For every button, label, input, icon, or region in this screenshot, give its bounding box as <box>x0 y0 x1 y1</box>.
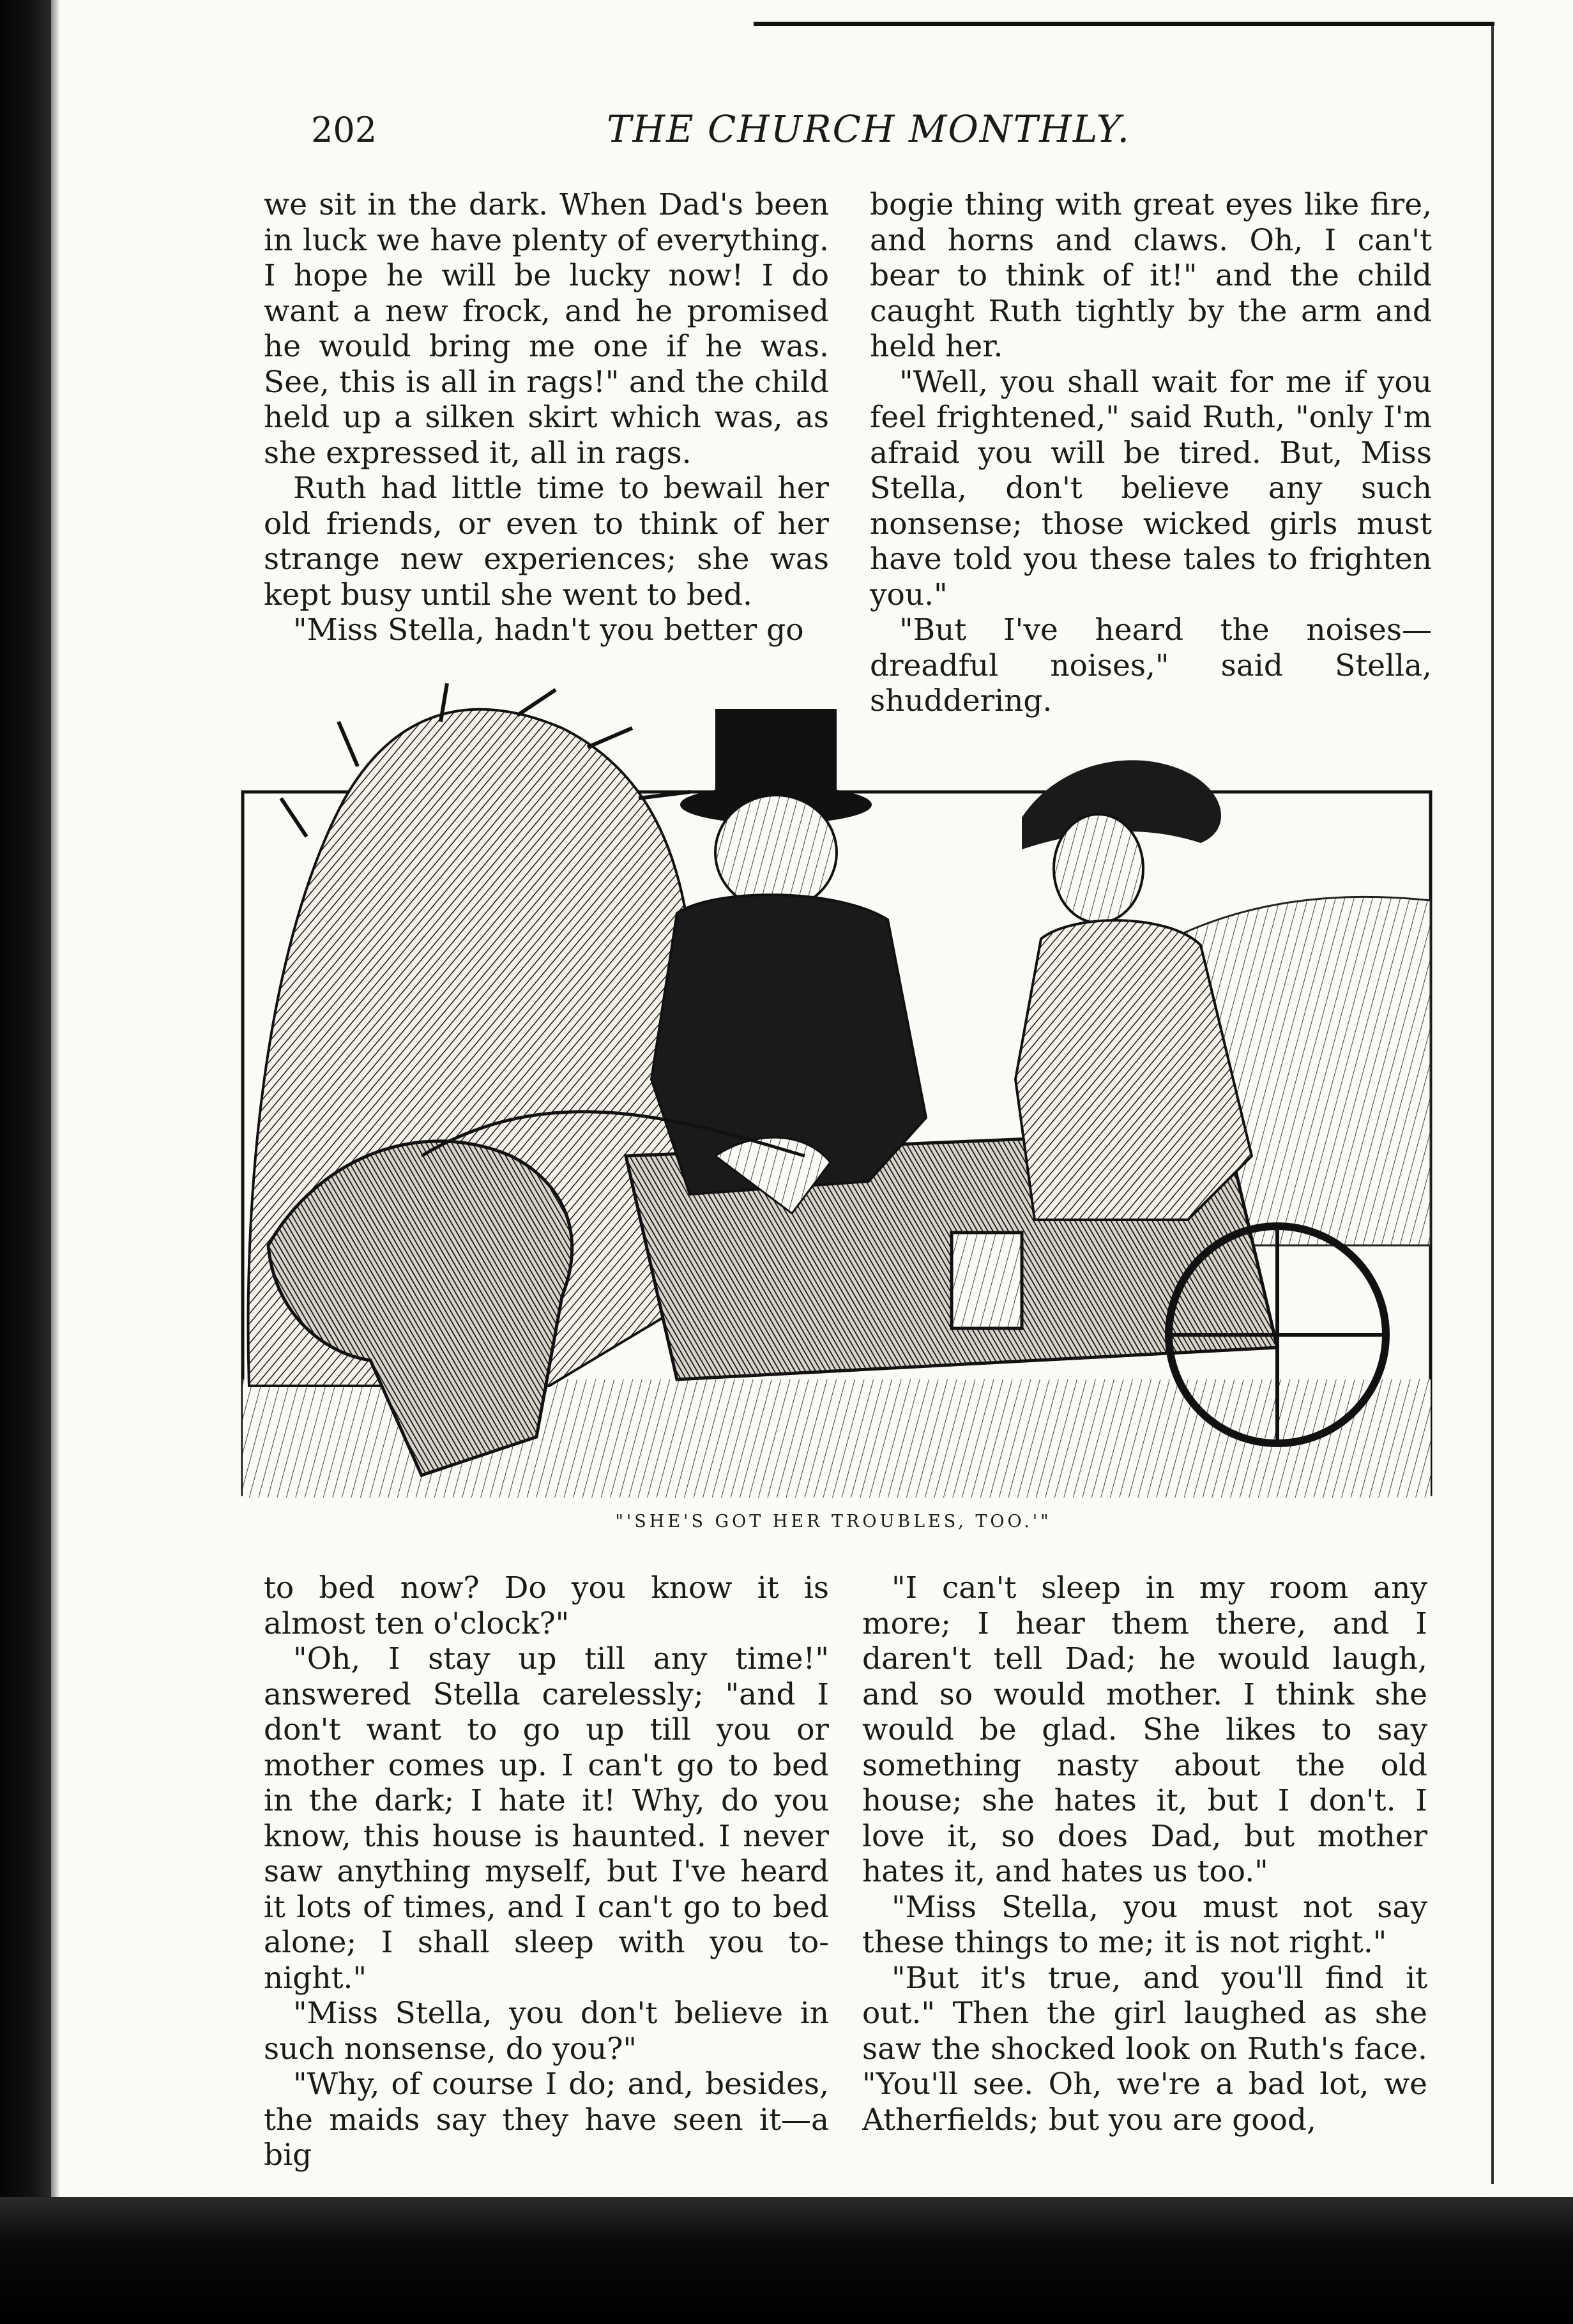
paragraph: "But I've heard the noises—dreadful noises," said Stella, shuddering. <box>870 612 1432 718</box>
scan-shadow-left <box>0 0 51 2324</box>
paragraph: "But it's true, and you'll find it out." Then the girl laughed as she saw the shocked look on Ruth's face. "You'll see. Oh, we're a bad lot, we Atherfields; but you are good, <box>862 1960 1427 2138</box>
paragraph: "Miss Stella, you don't believe in such nonsense, do you?" <box>264 1996 829 2067</box>
lower-left-column <box>264 1570 829 2173</box>
upper-left-column <box>264 187 829 648</box>
scan-edge-right <box>1491 26 1500 2184</box>
scan-edge-top <box>754 0 1494 26</box>
paragraph: we sit in the dark. When Dad's been in luck we have plenty of everything. I hope he will be lucky now! I do want a new frock, and he promised he would bring me one if he was. See, this is all in rags!" and the child held up a silken skirt which was, as she expressed it, all in rags. <box>264 187 829 471</box>
lower-right-column <box>862 1570 1427 2138</box>
lady-face <box>1054 814 1143 923</box>
paragraph: to bed now? Do you know it is almost ten o'clock?" <box>264 1570 829 1641</box>
paragraph: "Why, of course I do; and, besides, the maids say they have seen it—a big <box>264 2067 829 2173</box>
paragraph: "Oh, I stay up till any time!" answered Stella carelessly; "and I don't want to go up till you or mother comes up. I can't go to bed in the dark; I hate it! Why, do you know, this house is haunted. I never saw anything myself, but I've heard it lots of times, and I can't go to bed alone; I shall sleep with you to-night." <box>264 1641 829 1996</box>
paragraph: Ruth had little time to bewail her old friends, or even to think of her strange new experiences; she was kept busy until she went to bed. <box>264 471 829 612</box>
journal-title: THE CHURCH MONTHLY. <box>607 107 1130 151</box>
scan-shadow-bottom <box>0 2197 1573 2324</box>
carriage-lamp <box>952 1233 1022 1328</box>
paragraph: "Miss Stella, you must not say these things to me; it is not right." <box>862 1889 1427 1960</box>
paragraph: "Well, you shall wait for me if you feel frightened," said Ruth, "only I'm afraid you will be tired. But, Miss Stella, don't believe any such nonsense; those wicked girls must have told you these tales to frighten you." <box>870 364 1432 612</box>
page-number: 202 <box>311 110 377 150</box>
upper-right-column <box>870 187 1432 719</box>
paragraph: "I can't sleep in my room any more; I hear them there, and I daren't tell Dad; he would laugh, and so would mother. I think she would be glad. She likes to say something nasty about the old house; she hates it, but I don't. I love it, so does Dad, but mother hates it, and hates us too." <box>862 1570 1427 1889</box>
illustration-caption: "'SHE'S GOT HER TROUBLES, TOO.'" <box>615 1512 1052 1531</box>
gentleman-face <box>715 795 837 910</box>
paragraph: bogie thing with great eyes like fire, and horns and claws. Oh, I can't bear to think of it!" and the child caught Ruth tightly by the arm and held her. <box>870 187 1432 364</box>
engraving-illustration <box>230 671 1437 1504</box>
paragraph: "Miss Stella, hadn't you better go <box>293 612 804 648</box>
